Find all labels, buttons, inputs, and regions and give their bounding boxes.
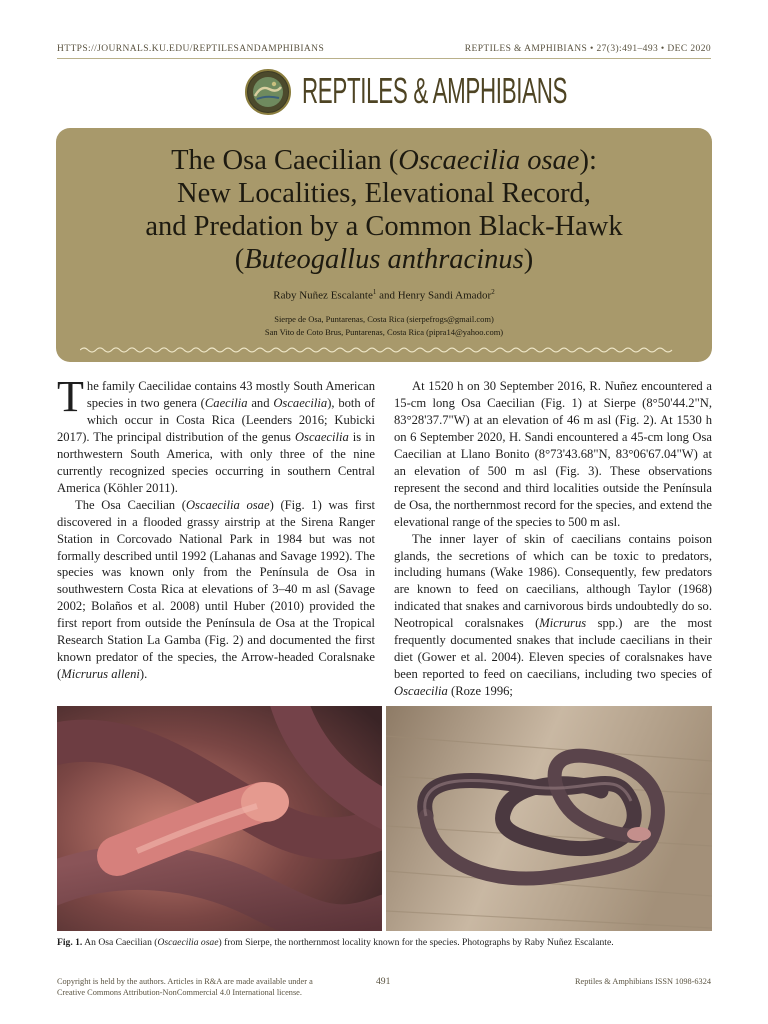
journal-issn: Reptiles & Amphibians ISSN 1098-6324 (575, 977, 711, 986)
decorative-divider (80, 346, 688, 354)
caecilian-closeup-photo (57, 706, 382, 931)
article-title: The Osa Caecilian (Oscaecilia osae): New Localities, Elevational Record, and Predation by a Common Black-Hawk (Buteogallus anthracinus) (145, 145, 623, 275)
body-column-right (394, 378, 712, 700)
journal-url[interactable]: HTTPS://JOURNALS.KU.EDU/REPTILESANDAMPHIBIANS (57, 44, 325, 54)
affiliation: San Vito de Coto Brus, Puntarenas, Costa Rica (pipra14@yahoo.com) (264, 327, 504, 337)
masthead (0, 66, 768, 120)
journal-name: REPTILES & AMPHIBIANS (302, 70, 568, 111)
paragraph: The Osa Caecilian (Oscaecilia osae) (Fig. 1) was first discovered in a flooded grassy airstrip at the Sirena Ranger Station in Corcovado National Park in 1984 but was not formally described until 1992 (Lahanas and Savage 1992). The species was known only from the Península de Osa in southwestern Costa Rica at elevations of 3–40 m asl (Savage 2002; Bolaños et al. 2008) until Huber (2010) provided the first report from outside the Península de Osa at the Tropical Research Station La Gamba (Fig. 2) and documented the first known predator of the species, the Arrow-headed Coralsnake (Micrurus alleni). (57, 497, 375, 682)
caecilian-coiled-photo (386, 706, 712, 931)
page-footer (57, 977, 711, 1001)
page-number: 491 (376, 976, 391, 987)
body-column-left (57, 372, 375, 683)
issue-citation: REPTILES & AMPHIBIANS • 27(3):491–493 • DEC 2020 (464, 44, 711, 54)
paragraph: The inner layer of skin of caecilians contains poison glands, the secretions of which can be toxic to predators, including humans (Wake 1986). Consequently, few predators are known to feed on caecilians, although Taylor (1968) indicated that snakes and carnivorous birds undoubtedly do so. Neotropical coralsnakes (Micrurus spp.) are the most frequently documented snakes that include caecilians in their diet (Gower et al. 2004). Eleven species of coralsnakes have been reported to feed on caecilians, including two species of Oscaecilia (Roze 1996; (394, 531, 712, 699)
article-header (56, 128, 712, 362)
drop-cap: T (57, 372, 84, 421)
figure-1 (57, 706, 712, 931)
copyright-notice: Copyright is held by the authors. Articles in R&A are made available under a Creative Commons Attribution-NonCommercial 4.0 International license. (57, 977, 313, 997)
author-name: Raby Nuñez Escalante (273, 289, 373, 302)
author-name: Henry Sandi Amador (397, 289, 492, 302)
paragraph: At 1520 h on 30 September 2016, R. Nuñez encountered a 15-cm long Osa Caecilian (Fig. 1) at Sierpe (8°50'44.2"N, 83°28'37.7"W) at an elevation of 46 m asl (Fig. 2). At 1530 h on 6 September 2020, H. Sandi encountered a 45-cm long Osa Caecilian at Llano Bonito (8°73'43.68"N, 83°06'67.04"W) at an elevation of 500 m asl (Fig. 3). These observations represent the second and third localities outside the Península de Osa, the northernmost record for the species, and extend the elevational range of the species to 500 m asl. (394, 379, 712, 529)
affiliation: Sierpe de Osa, Puntarenas, Costa Rica (sierpefrogs@gmail.com) (274, 314, 494, 324)
journal-logo-icon (245, 69, 291, 115)
paragraph: The family Caecilidae contains 43 mostly South American species in two genera (Caecilia and Oscaecilia), both of which occur in Costa Rica (Leenders 2016; Kubicki 2017). The principal distribution of the genus Oscaecilia is in northwestern South America, with only three of the nine currently recognized species occurring in southern Central America (Köhler 2011). (57, 372, 375, 495)
running-head (57, 44, 711, 59)
figure-caption: Fig. 1. An Osa Caecilian (Oscaecilia osae) from Sierpe, the northernmost locality known for the species. Photographs by Raby Nuñez Escalante. (57, 937, 614, 948)
figure-label: Fig. 1. (57, 937, 83, 948)
author-list: Raby Nuñez Escalante$^1$ and Henry Sandi Amador$^2$ (273, 288, 495, 302)
